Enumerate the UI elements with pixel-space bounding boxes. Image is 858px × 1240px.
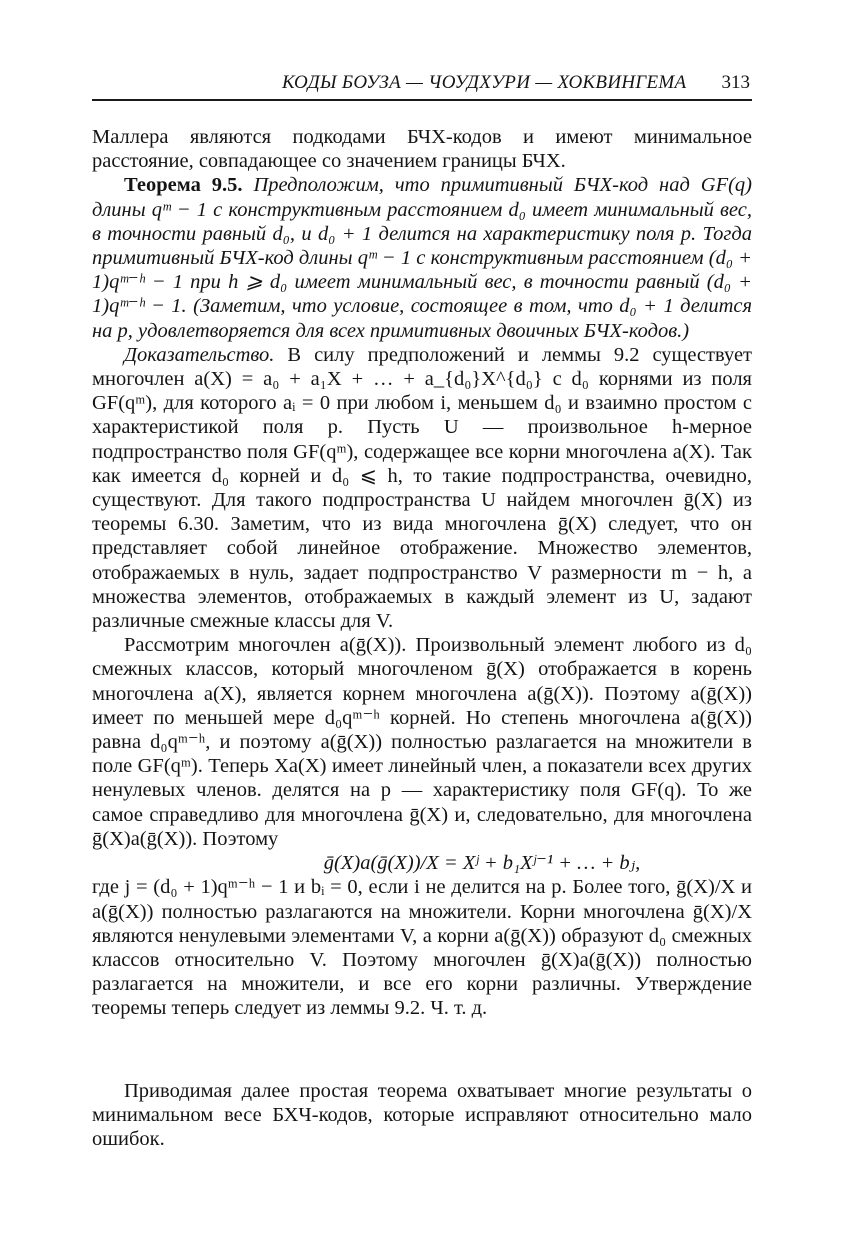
after-formula-paragraph: где j = (d₀ + 1)qᵐ⁻ʰ − 1 и bᵢ = 0, если i не делится на p. Более того, ḡ(X)/X и a(ḡ(X)) полностью разлагаются на множители. Корни многочлена ḡ(X)/X являются ненулевыми элементами V, а корни a(ḡ(X)) образуют d₀ смежных классов относительно V. Поэтому многочлен ḡ(X)a(ḡ(X)) полностью разлагается на множители, и все его корни различны. Утверждение теоремы теперь следует из леммы 9.2. Ч. т. д. <box>92 876 752 1020</box>
running-header <box>92 64 752 98</box>
theorem-paragraph <box>92 173 752 342</box>
intro-paragraph: Маллера являются подкодами БЧХ-кодов и имеют минимальное расстояние, совпадающее со значением границы БЧХ. <box>92 126 752 173</box>
final-paragraph-text: Приводимая далее простая теорема охватывает многие результаты о минимальном весе БХЧ-кодов, которые исправляют относительно мало ошибок. <box>92 1079 752 1150</box>
proof-label: Доказательство. <box>124 343 275 366</box>
final-paragraph <box>92 1058 752 1172</box>
theorem-label: Теорема 9.5. <box>124 174 243 197</box>
main-text <box>92 125 752 1021</box>
consider-paragraph: Рассмотрим многочлен a(ḡ(X)). Произвольный элемент любого из d₀ смежных классов, который многочленом ḡ(X) отображается в корень многочлена a(X), является корнем многочлена a(ḡ(X)). Поэтому a(ḡ(X)) имеет по меньшей мере d₀qᵐ⁻ʰ корней. Но степень многочлена a(ḡ(X)) равна d₀qᵐ⁻ʰ, и поэтому a(ḡ(X)) полностью разлагается на множители в поле GF(qᵐ). Теперь Xa(X) имеет линейный член, а показатели всех других ненулевых членов. делятся на p — характеристику поля GF(q). То же самое справедливо для многочлена ḡ(X) и, следовательно, для многочлена ḡ(X)a(ḡ(X)). Поэтому <box>92 634 752 850</box>
proof-paragraph <box>92 343 752 633</box>
running-header-title: КОДЫ БОУЗА — ЧОУДХУРИ — ХОКВИНГЕМА <box>282 72 687 93</box>
theorem-statement: Предположим, что примитивный БЧХ-код над GF(q) длины qᵐ − 1 с конструктивным расстоянием d₀ имеет минимальный вес, в точности равный d₀, и d₀ + 1 делится на характеристику поля p. Тогда примитивный БЧХ-код длины qᵐ − 1 с конструктивным расстоянием (d₀ + 1)qᵐ⁻ʰ − 1 при h ⩾ d₀ имеет минимальный вес, в точности равный (d₀ + 1)qᵐ⁻ʰ − 1. (Заметим, что условие, состоящее в том, что d₀ + 1 делится на p, удовлетворяется для всех примитивных двоичных БЧХ-кодов.) <box>92 174 753 342</box>
display-formula: ḡ(X)a(ḡ(X))/X = Xʲ + b₁Xʲ⁻¹ + … + bⱼ, <box>323 852 641 875</box>
proof-text: В силу предположений и леммы 9.2 существует многочлен a(X) = a₀ + a₁X + … + a_{d₀}X^{d₀} с d₀ корнями из поля GF(qᵐ), для которого aᵢ = 0 при любом i, меньшем d₀ и взаимно простом с характеристикой поля p. Пусть U — произвольное h-мерное подпространство поля GF(qᵐ), содержащее все корни многочлена a(X). Так как имеется d₀ корней и d₀ ⩽ h, то такие подпространства, очевидно, существуют. Для такого подпространства U найдем многочлен ḡ(X) из теоремы 6.30. Заметим, что из вида многочлена ḡ(X) следует, что он представляет собой линейное отображение. Множество элементов, отображаемых в нуль, задает подпространство V размерности m − h, а множества элементов, отображаемых в каждый элемент из U, задают различные смежные классы для V. <box>92 343 753 633</box>
page-number: 313 <box>721 72 750 93</box>
header-rule <box>92 99 752 101</box>
